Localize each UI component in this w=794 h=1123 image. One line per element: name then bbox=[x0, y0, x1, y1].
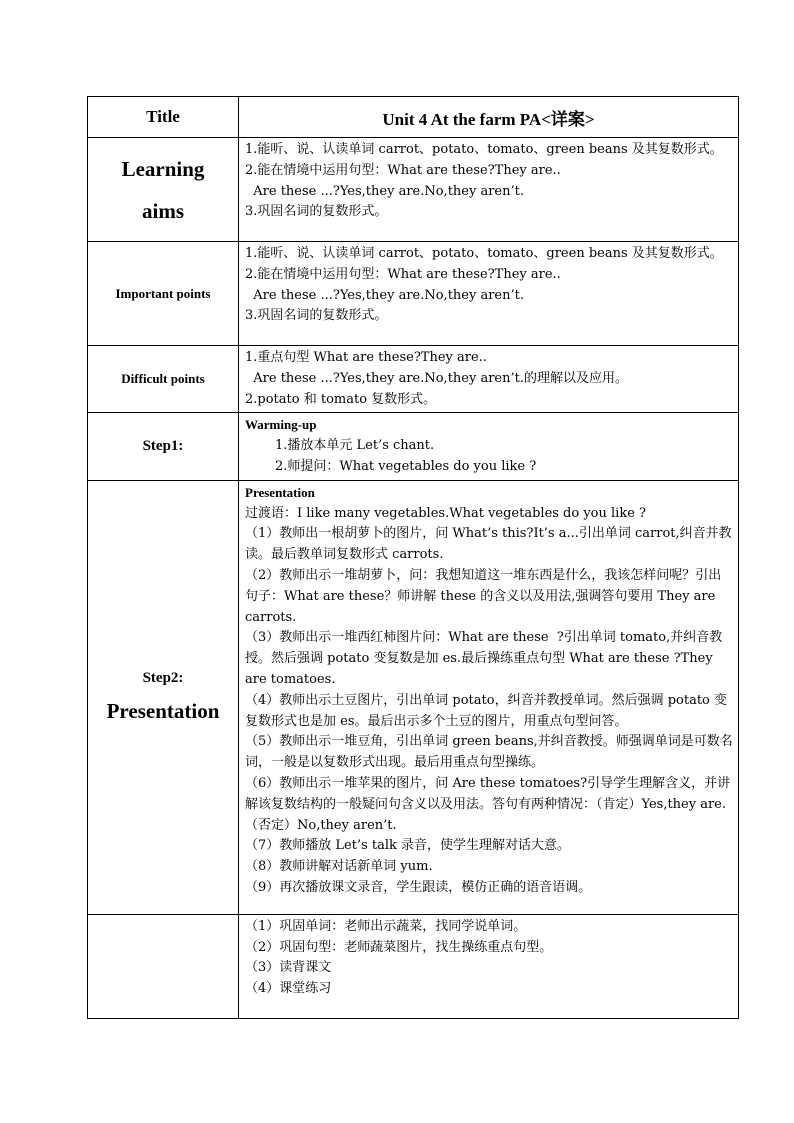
step2-row bbox=[88, 480, 739, 914]
title-value: Unit 4 At the farm PA<详案> bbox=[239, 97, 739, 138]
important-points-line: 1.能听、说、认读单词 carrot、potato、tomato、green beans 及其复数形式。 bbox=[245, 246, 723, 261]
learning-aims-line: 1.能听、说、认读单词 carrot、potato、tomato、green beans 及其复数形式。 bbox=[245, 142, 723, 157]
practice-label-empty bbox=[88, 914, 239, 1018]
step2-line: 过渡语：I like many vegetables.What vegetables do you like ? bbox=[245, 505, 647, 521]
difficult-points-line: 2.potato 和 tomato 复数形式。 bbox=[245, 391, 437, 407]
step2-line: （7）教师播放 Let’s talk 录音，使学生理解对话大意。 bbox=[245, 838, 571, 854]
practice-line: （3）读背课文 bbox=[245, 960, 332, 976]
step1-line: 2.师提问：What vegetables do you like ? bbox=[275, 458, 537, 474]
step2-label-line1: Step2: bbox=[142, 670, 184, 687]
practice-line: （1）巩固单词：老师出示蔬菜，找同学说单词。 bbox=[245, 918, 527, 934]
practice-row bbox=[88, 914, 739, 1018]
learning-aims-label bbox=[88, 138, 239, 242]
important-points-line: 3.巩固名词的复数形式。 bbox=[245, 308, 388, 324]
step2-line: （8）教师讲解对话新单词 yum. bbox=[245, 859, 433, 875]
title-label: Title bbox=[88, 97, 239, 138]
step2-line: （1）教师出一根胡萝卜的图片，问 What’s this?It’s a...引出单词 carrot,纠音并教读。最后教单词复数形式 carrots. bbox=[245, 526, 732, 563]
step2-line: （3）教师出示一堆西红柿图片问：What are these ?引出单词 tomato,并纠音教授。然后强调 potato 变复数是加 es.最后操练重点句型 What are these ?They are tomatoes. bbox=[245, 630, 723, 687]
step2-line: （5）教师出示一堆豆角，引出单词 green beans,并纠音教授。师强调单词是可数名词，一般是以复数形式出现。最后用重点句型操练。 bbox=[245, 734, 733, 771]
important-points-row bbox=[88, 242, 739, 346]
difficult-points-label: Difficult points bbox=[88, 346, 239, 413]
learning-aims-label-line2: aims bbox=[142, 198, 184, 223]
step1-line: 1.播放本单元 Let’s chant. bbox=[275, 438, 435, 454]
learning-aims-line: 3.巩固名词的复数形式。 bbox=[245, 204, 388, 220]
important-points-line: Are these ...?Yes,they are.No,they aren’t. bbox=[245, 287, 524, 303]
difficult-points-line: Are these ...?Yes,they are.No,they aren’t.的理解以及应用。 bbox=[245, 370, 628, 386]
step2-line: （6）教师出示一堆苹果的图片，问 Are these tomatoes?引导学生理解含义，并讲解该复数结构的一般疑问句含义以及用法。答句有两种情况：（肯定）Yes,they are.（否定）No,they aren’t. bbox=[245, 775, 731, 833]
step1-label: Step1: bbox=[88, 413, 239, 480]
step1-row bbox=[88, 413, 739, 480]
practice-content bbox=[239, 914, 739, 1018]
important-points-line: 2.能在情境中运用句型：What are these?They are.. bbox=[245, 266, 561, 282]
practice-line: （2）巩固句型：老师蔬菜图片，找生操练重点句型。 bbox=[245, 939, 553, 955]
learning-aims-label-line1: Learning bbox=[121, 156, 205, 181]
step1-heading: Warming-up bbox=[245, 417, 317, 433]
difficult-points-line: 1.重点句型 What are these?They are.. bbox=[245, 350, 487, 365]
step2-label bbox=[88, 480, 239, 914]
step2-line: （2）教师出示一堆胡萝卜，问：我想知道这一堆东西是什么，我该怎样问呢？引出句子：What are these？师讲解 these 的含义以及用法,强调答句要用 They are carrots. bbox=[245, 567, 722, 625]
step2-heading: Presentation bbox=[245, 484, 315, 500]
step1-content bbox=[239, 413, 739, 480]
step2-line: （4）教师出示土豆图片，引出单词 potato，纠音并教授单词。然后强调 potato 变复数形式也是加 es。最后出示多个土豆的图片，用重点句型问答。 bbox=[245, 692, 728, 729]
important-points-label: Important points bbox=[88, 242, 239, 346]
important-points-content bbox=[239, 242, 739, 346]
lesson-plan-table bbox=[87, 96, 739, 1019]
step2-line: （9）再次播放课文录音，学生跟读，模仿正确的语音语调。 bbox=[245, 879, 592, 895]
learning-aims-line: 2.能在情境中运用句型：What are these?They are.. bbox=[245, 162, 561, 178]
difficult-points-content bbox=[239, 346, 739, 413]
learning-aims-content bbox=[239, 138, 739, 242]
learning-aims-row bbox=[88, 138, 739, 242]
practice-line: （4）课堂练习 bbox=[245, 981, 332, 997]
learning-aims-line: Are these ...?Yes,they are.No,they aren’t. bbox=[245, 183, 524, 199]
step2-label-line2: Presentation bbox=[106, 699, 220, 724]
step2-content bbox=[239, 480, 739, 914]
header-row bbox=[88, 97, 739, 138]
difficult-points-row bbox=[88, 346, 739, 413]
